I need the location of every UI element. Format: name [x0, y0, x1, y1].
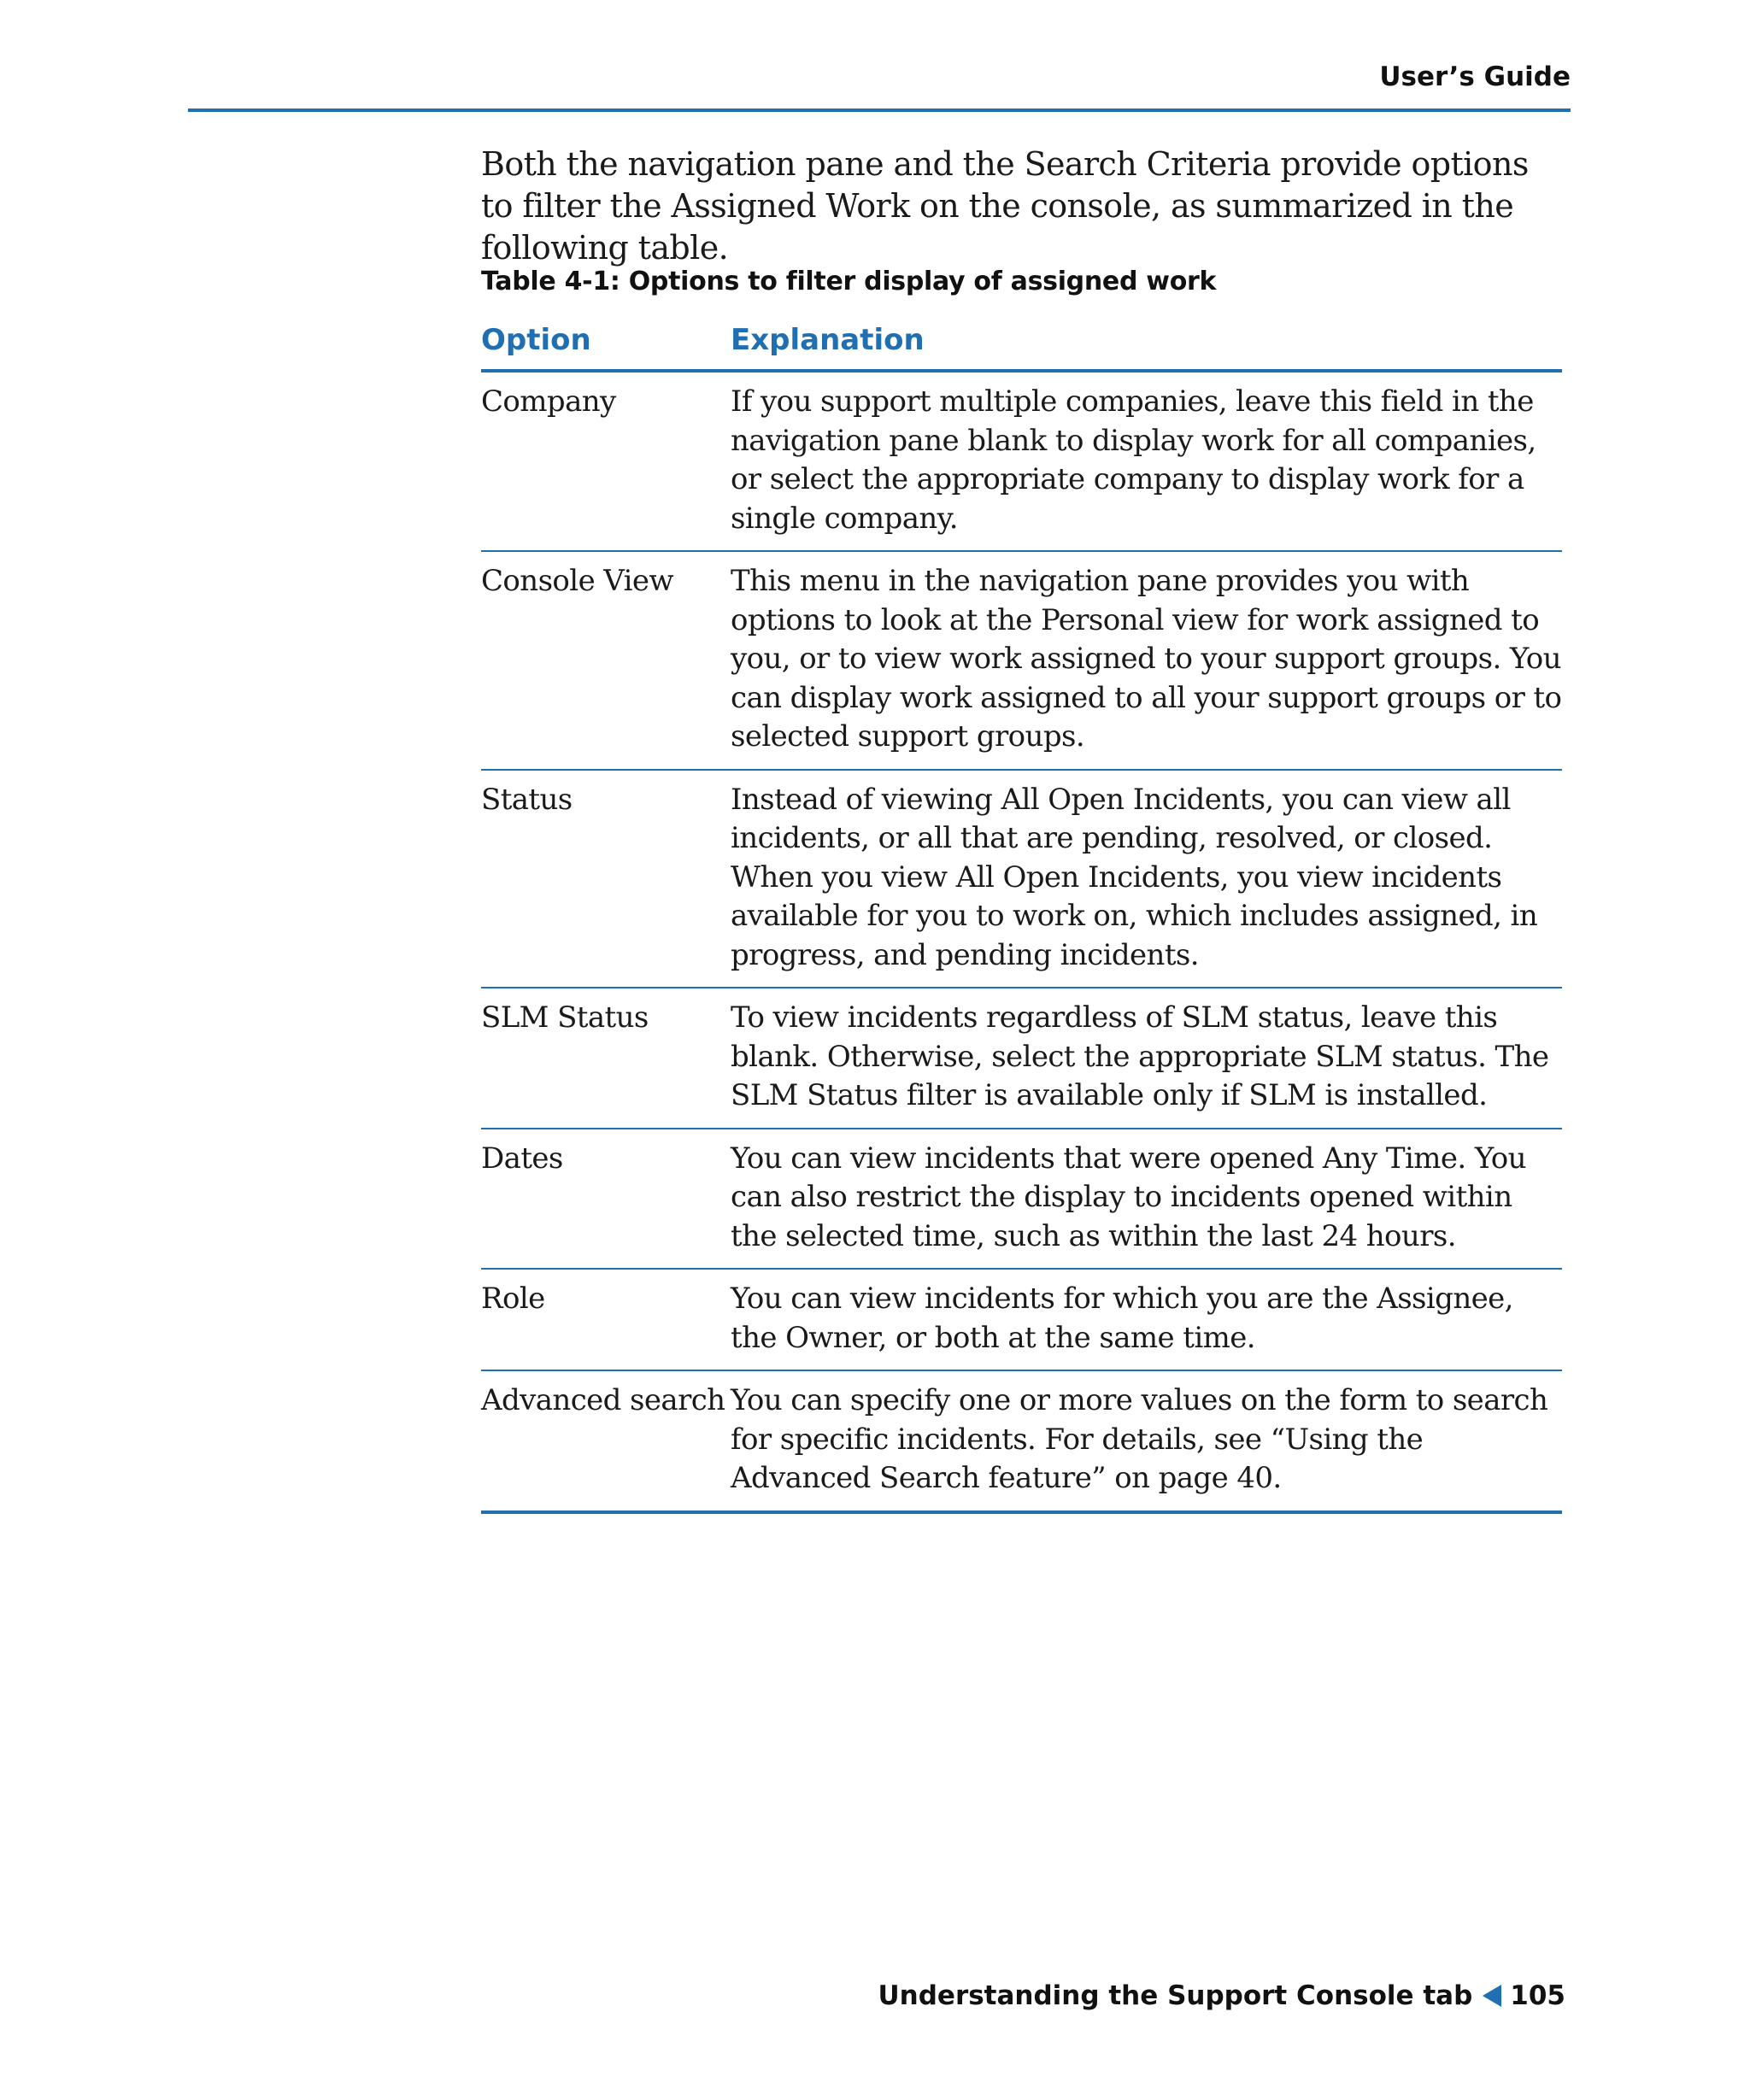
table-row — [481, 1371, 1562, 1514]
explanation-cell: You can view incidents that were opened Any Time. You can also restrict the display to incidents opened within the selected time, such as within the last 24 hours. — [731, 1141, 1526, 1253]
explanation-cell: This menu in the navigation pane provides you with options to look at the Personal view for work assigned to you, or to view work assigned to your support groups. You can display work assigned to all your support groups or to selected support groups. — [731, 564, 1562, 754]
explanation-cell: Instead of viewing All Open Incidents, you can view all incidents, or all that are pending, resolved, or closed. When you view All Open Incidents, you view incidents available for you to work on, which includes assigned, in progress, and pending incidents. — [731, 782, 1538, 972]
table-row — [481, 372, 1562, 552]
footer-section-title: Understanding the Support Console tab — [878, 1980, 1473, 2011]
options-table — [481, 314, 1562, 1514]
page-footer — [878, 1980, 1565, 2011]
header-rule — [188, 109, 1571, 112]
explanation-cell: You can view incidents for which you are the Assignee, the Owner, or both at the same time. — [731, 1282, 1513, 1355]
option-cell: SLM Status — [481, 1000, 649, 1035]
option-cell: Company — [481, 384, 616, 419]
option-cell: Role — [481, 1282, 545, 1316]
option-cell: Console View — [481, 564, 673, 598]
intro-paragraph: Both the navigation pane and the Search Criteria provide options to filter the Assigned Work on the console, as summarized in the following table. — [481, 145, 1529, 267]
table-row — [481, 1270, 1562, 1371]
table-header-row — [481, 314, 1562, 372]
option-cell: Dates — [481, 1141, 563, 1176]
explanation-cell: If you support multiple companies, leave this field in the navigation pane blank to display work for all companies, or select the appropriate company to display work for a single company. — [731, 384, 1536, 536]
running-header: User’s Guide — [1379, 62, 1571, 92]
column-header-option: Option — [481, 323, 591, 357]
table-row — [481, 552, 1562, 771]
table-caption: Table 4-1: Options to filter display of assigned work — [481, 267, 1217, 296]
table-row — [481, 988, 1562, 1129]
page-number: 105 — [1510, 1980, 1565, 2011]
explanation-cell: To view incidents regardless of SLM status, leave this blank. Otherwise, select the appropriate SLM status. The SLM Status filter is available only if SLM is installed. — [731, 1000, 1549, 1112]
option-cell: Status — [481, 782, 573, 817]
triangle-left-icon — [1483, 1985, 1501, 2007]
option-cell: Advanced search — [481, 1383, 725, 1417]
explanation-cell: You can specify one or more values on the form to search for specific incidents. For details, see “Using the Advanced Search feature” on page 40. — [731, 1383, 1548, 1495]
table-row — [481, 1129, 1562, 1270]
column-header-explanation: Explanation — [731, 323, 925, 357]
table-row — [481, 771, 1562, 989]
